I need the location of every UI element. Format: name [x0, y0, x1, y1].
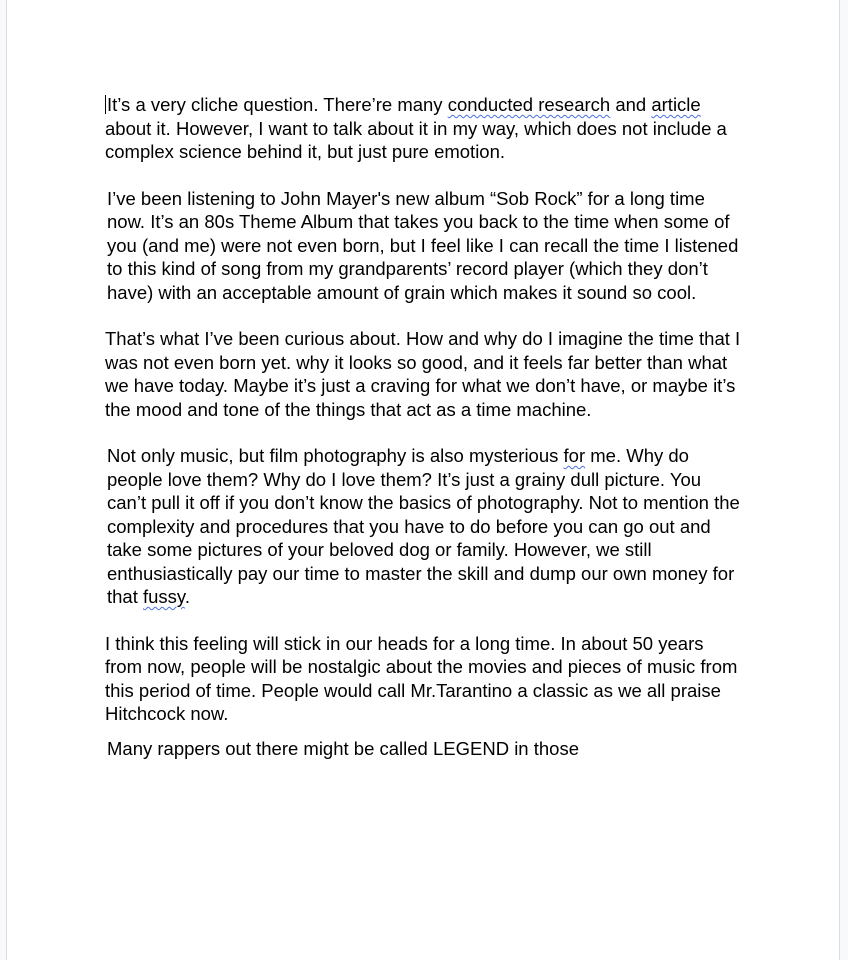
paragraph-2[interactable] — [105, 187, 745, 305]
spelling-suggestion[interactable]: fussy — [143, 586, 185, 607]
text-run: That’s what I’ve been curious about. How and why do I imagine the time that I was not even born yet. why it looks so good, and it feels far better than what we have today. Maybe it’s just a craving for what we don’t have, or maybe it’s the mood and tone of the things that act as a time machine. — [105, 328, 746, 420]
text-run: me. Why do people love them? Why do I love them? It’s just a grainy dull picture. You can’t pull it off if you don’t know the basics of photography. Not to mention the complexity and procedures that you have to do before you can go out and take some pictures of your beloved dog or family. However, we still enthusiastically pay our time to master the skill and dump our own money for that — [107, 445, 745, 607]
text-run: Not only music, but film photography is also mysterious — [107, 445, 564, 466]
paragraph-4[interactable] — [105, 444, 745, 609]
spelling-suggestion[interactable]: conducted research — [447, 94, 611, 115]
text-cursor — [105, 95, 106, 114]
document-body[interactable] — [105, 93, 745, 760]
text-run: and — [610, 94, 652, 115]
text-run: Many rappers out there might be called LEGEND in those — [107, 737, 579, 759]
spelling-suggestion[interactable]: article — [651, 94, 701, 115]
paragraph-1[interactable] — [105, 93, 745, 164]
text-run: about it. However, I want to talk about it in my way, which does not include a complex science behind it, but just pure emotion. — [105, 94, 732, 162]
paragraph-6[interactable] — [105, 737, 745, 761]
text-run: It’s a very cliche question. There’re many — [107, 94, 448, 115]
document-page[interactable] — [6, 0, 840, 960]
text-run: I think this feeling will stick in our heads for a long time. In about 50 years from now, people will be nostalgic about the movies and pieces of music from this period of time. People would call Mr.Tarantino a classic as we all praise Hitchcock now. — [105, 632, 743, 724]
spelling-suggestion[interactable]: for — [563, 445, 586, 466]
paragraph-5[interactable] — [105, 632, 745, 726]
text-run: I’ve been listening to John Mayer's new album “Sob Rock” for a long time now. It’s an 80s Theme Album that takes you back to the time when some of you (and me) were not even born, but I feel like I can recall the time I listened to this kind of song from my grandparents’ record player (which they don’t have) with an acceptable amount of grain which makes it sound so cool. — [107, 187, 744, 303]
text-run: . — [184, 586, 190, 607]
paragraph-3[interactable] — [105, 327, 745, 421]
